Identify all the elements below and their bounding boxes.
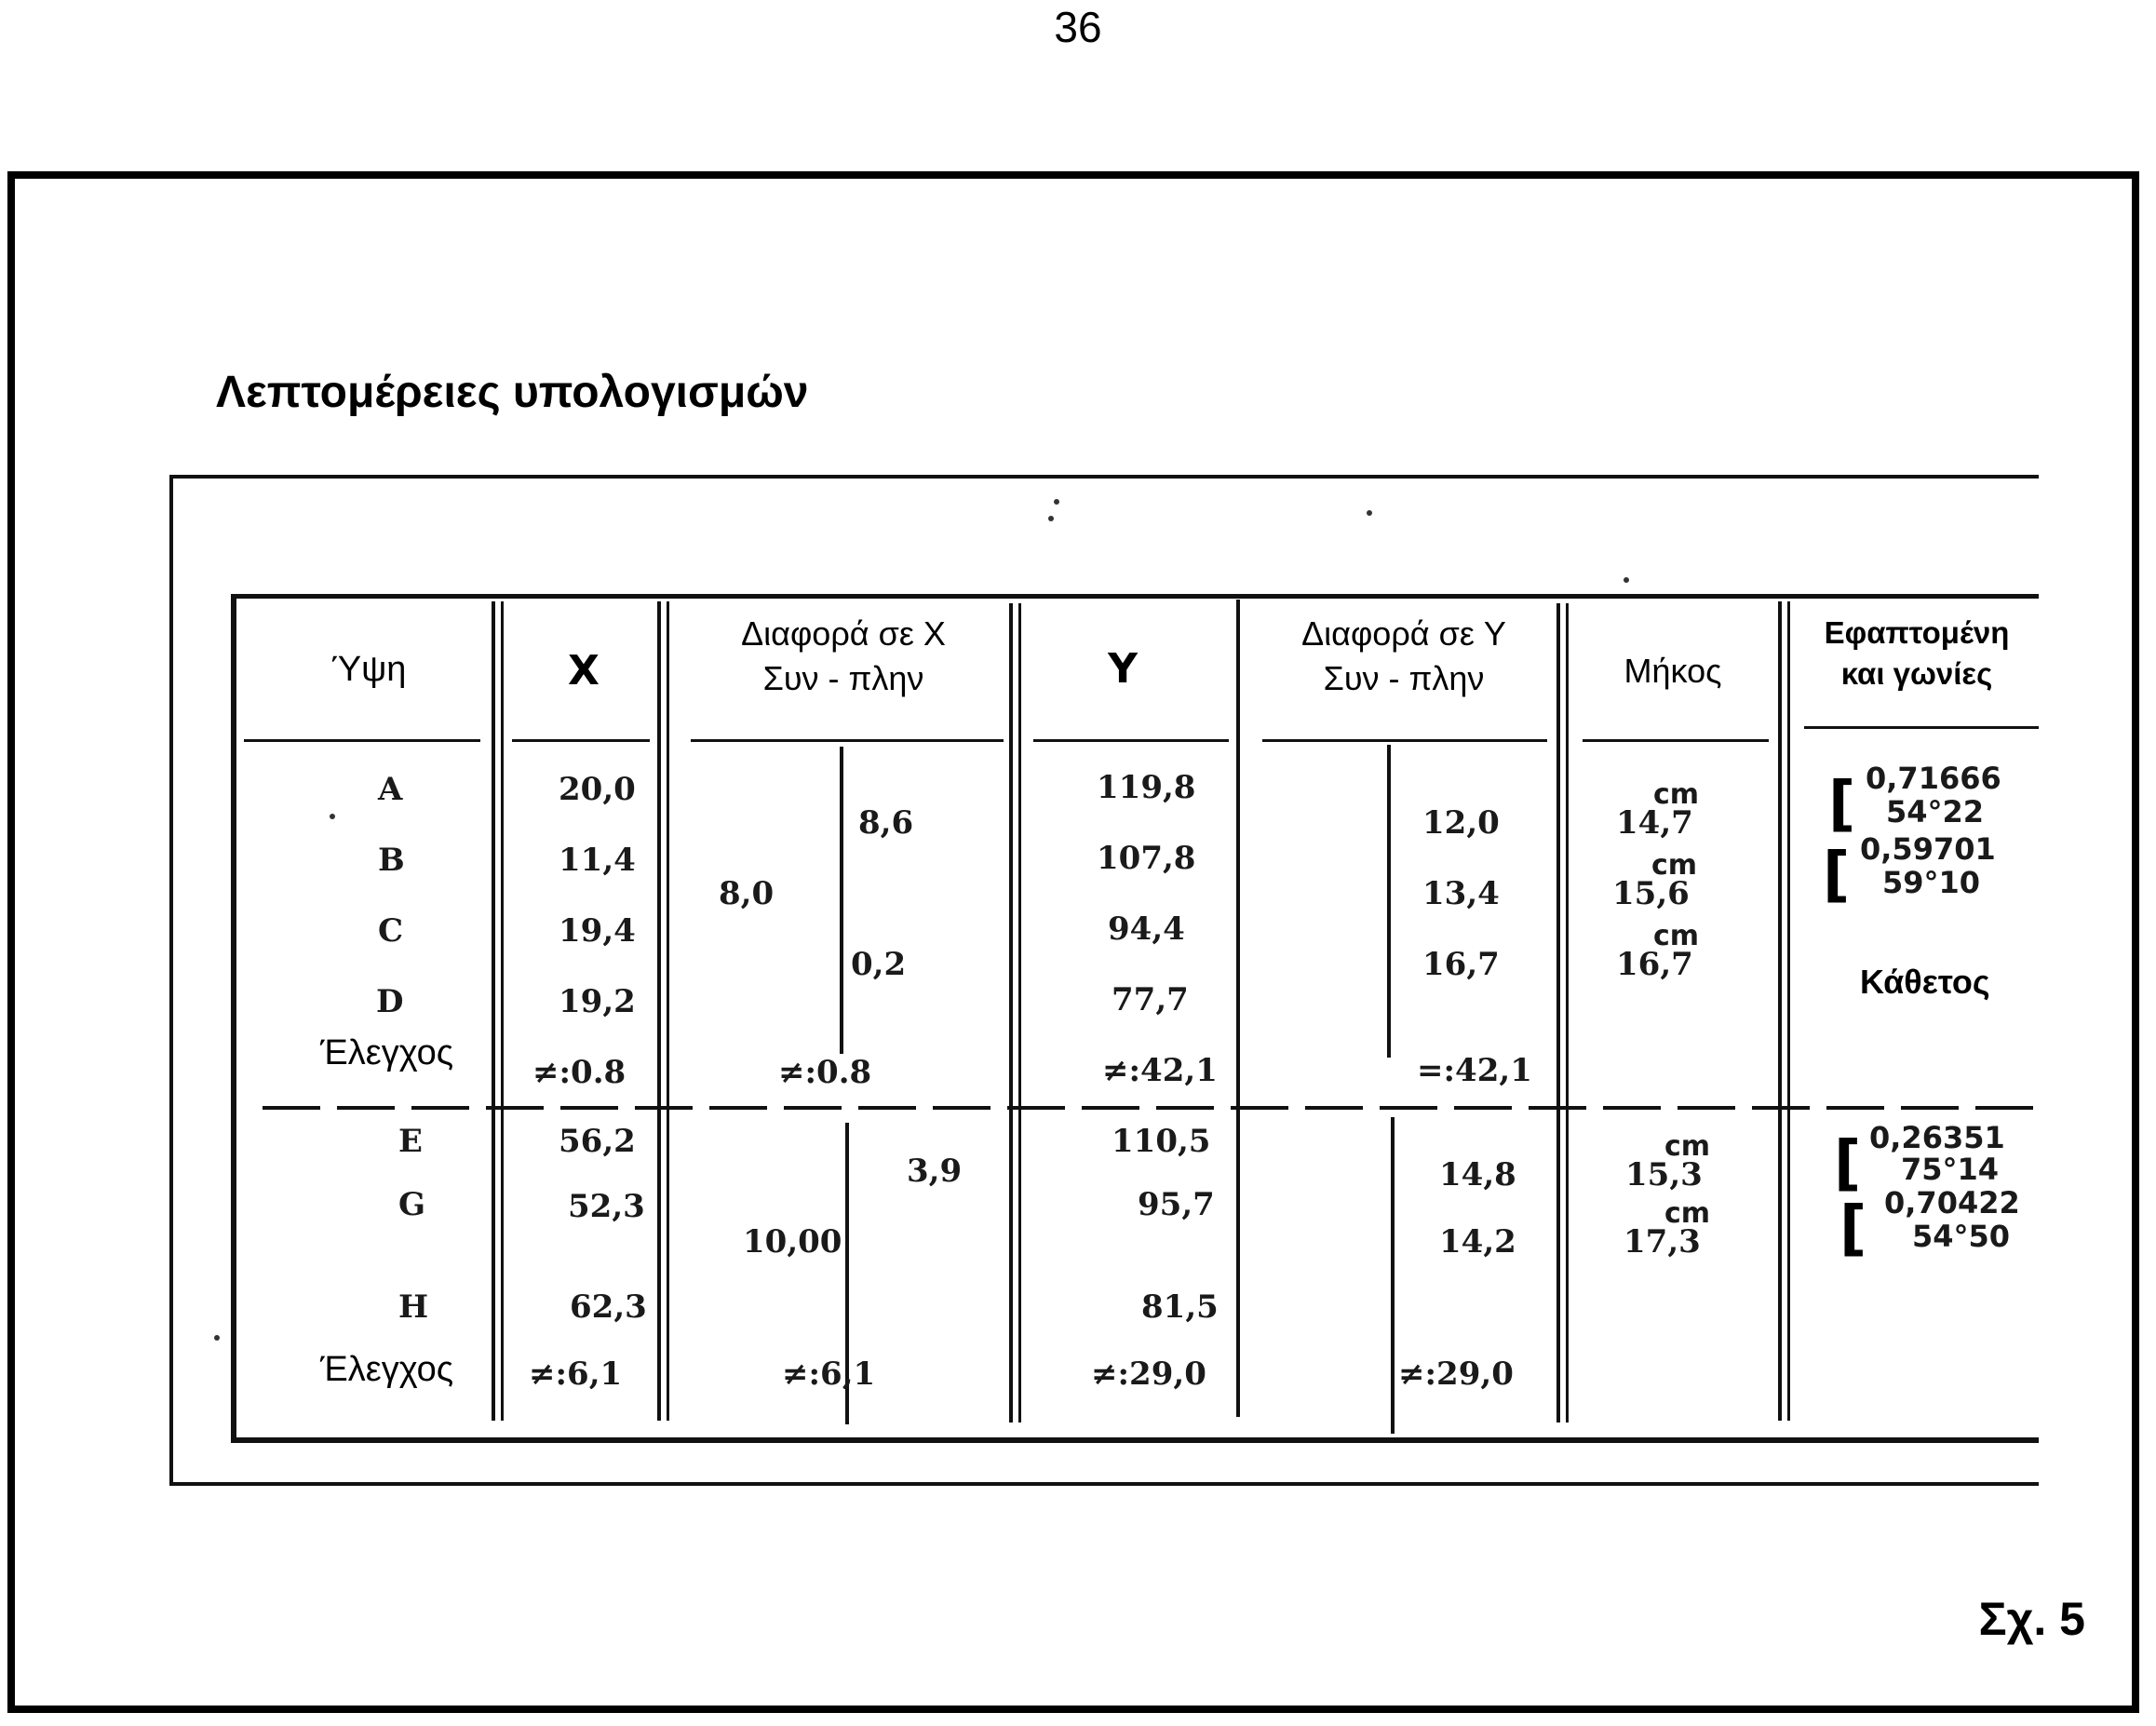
header-underline-2 (512, 739, 650, 742)
tangent-angle: 59°10 (1882, 865, 1981, 900)
header-length: Μήκος (1624, 652, 1722, 690)
length-unit: cm (1653, 778, 1700, 811)
y-value: 95,7 (1138, 1186, 1215, 1223)
x-value: 20,0 (559, 771, 636, 808)
dx-plus-value: 0,2 (851, 946, 907, 983)
table-bottom-border (231, 1437, 2039, 1443)
scan-speck (1367, 510, 1372, 516)
col-separator-2a (657, 601, 661, 1421)
header-underline-7 (1804, 726, 2039, 729)
point-label: H (398, 1288, 429, 1326)
check-dx-value: ≠:6,1 (782, 1355, 876, 1393)
header-dx-line1: Διαφορά σε X (741, 614, 946, 653)
tangent-angle: 75°14 (1901, 1152, 2000, 1187)
tangent-bracket: [ (1823, 841, 1851, 910)
dy-minus-value: 14,8 (1439, 1156, 1516, 1193)
y-value: 77,7 (1112, 981, 1189, 1018)
header-dy-line2: Συν - πλην (1323, 659, 1485, 697)
length-unit: cm (1653, 920, 1700, 952)
length-value: 14,7 (1616, 804, 1693, 842)
length-unit: cm (1651, 849, 1698, 882)
point-label: E (398, 1123, 423, 1160)
header-underline-5 (1262, 739, 1547, 742)
col-separator-1a (492, 601, 495, 1421)
scanned-calculation-table (164, 475, 2039, 1490)
col-separator-3a (1009, 603, 1013, 1423)
x-value: 56,2 (559, 1123, 636, 1160)
length-value: 17,3 (1624, 1223, 1701, 1261)
tangent-value: 0,71666 (1866, 761, 2001, 796)
tangent-value: 0,26351 (1869, 1120, 2005, 1155)
check-dy-value: =:42,1 (1417, 1052, 1532, 1089)
header-dy-line1: Διαφορά σε Y (1301, 614, 1506, 653)
col-separator-1b (501, 601, 504, 1421)
point-label: B (378, 842, 405, 879)
col-separator-3b (1018, 603, 1021, 1423)
page-number: 36 (1054, 3, 1102, 51)
y-value: 94,4 (1108, 910, 1185, 948)
length-unit: cm (1664, 1130, 1711, 1163)
dx-split-1 (840, 747, 843, 1054)
y-value: 110,5 (1112, 1123, 1211, 1160)
header-y: Y (1108, 645, 1138, 693)
table-left-border (231, 594, 236, 1441)
x-value: 19,2 (559, 983, 636, 1020)
length-value: 15,3 (1625, 1156, 1703, 1193)
col-separator-6b (1787, 601, 1790, 1421)
header-underline-3 (691, 739, 1004, 742)
dx-plus-value: 8,6 (858, 804, 914, 842)
header-dx-line2: Συν - πλην (762, 659, 924, 697)
x-value: 62,3 (570, 1288, 647, 1326)
perpendicular-note: Κάθετος (1860, 963, 1990, 1001)
x-value: 11,4 (559, 842, 636, 879)
y-value: 119,8 (1097, 769, 1196, 806)
scan-speck (1054, 499, 1059, 505)
length-value: 16,7 (1616, 946, 1693, 983)
scan-bottom-border (169, 1482, 2039, 1486)
check-label: Έλεγχος (320, 1033, 454, 1072)
dx-plus-value: 3,9 (907, 1153, 963, 1190)
length-unit: cm (1664, 1197, 1711, 1230)
check-x-value: ≠:6,1 (529, 1355, 623, 1393)
col-separator-2b (667, 601, 669, 1421)
dy-split-1 (1387, 745, 1391, 1058)
header-tangent-line2: και γωνίες (1840, 656, 1993, 691)
tangent-angle: 54°50 (1912, 1219, 2011, 1254)
length-value: 15,6 (1612, 875, 1690, 912)
figure-label: Σχ. 5 (1978, 1593, 2085, 1645)
table-top-border (231, 594, 2039, 599)
check-dx-value: ≠:0.8 (778, 1054, 872, 1091)
dy-split-2 (1391, 1117, 1395, 1434)
header-underline-4 (1033, 739, 1229, 742)
point-label: D (376, 983, 404, 1020)
tangent-bracket: [ (1834, 1129, 1862, 1198)
col-separator-5b (1566, 603, 1569, 1423)
scan-speck (214, 1335, 220, 1341)
x-value: 52,3 (568, 1188, 645, 1225)
scan-left-border (169, 475, 173, 1486)
tangent-value: 0,59701 (1860, 831, 1996, 867)
col-separator-5a (1556, 603, 1560, 1423)
scan-speck (330, 814, 335, 819)
header-x: X (568, 647, 600, 694)
dy-minus-value: 14,2 (1439, 1223, 1516, 1261)
group-separator-dashed (263, 1106, 2039, 1110)
x-value: 19,4 (559, 912, 636, 950)
dy-minus-value: 12,0 (1422, 804, 1500, 842)
scan-top-border (169, 475, 2039, 479)
check-y-value: ≠:42,1 (1102, 1052, 1218, 1089)
dx-minus-value: 8,0 (719, 875, 775, 912)
header-tangent-line1: Εφαπτομένη (1824, 615, 2010, 650)
scan-speck (1624, 577, 1629, 583)
y-value: 81,5 (1141, 1288, 1219, 1326)
header-elevation: Ύψη (330, 650, 407, 689)
y-value: 107,8 (1097, 840, 1196, 877)
point-label: G (398, 1186, 426, 1223)
point-label: C (378, 912, 404, 950)
dx-minus-value: 10,00 (743, 1223, 842, 1261)
scan-speck (1048, 516, 1054, 521)
check-y-value: ≠:29,0 (1091, 1355, 1206, 1393)
tangent-angle: 54°22 (1886, 794, 1985, 829)
dy-minus-value: 16,7 (1422, 946, 1500, 983)
dy-minus-value: 13,4 (1422, 875, 1500, 912)
check-x-value: ≠:0.8 (532, 1054, 627, 1091)
check-label: Έλεγχος (320, 1350, 454, 1389)
check-dy-value: ≠:29,0 (1398, 1355, 1514, 1393)
tangent-bracket: [ (1839, 1194, 1867, 1263)
tangent-value: 0,70422 (1884, 1185, 2020, 1220)
point-label: A (378, 771, 403, 808)
section-heading: Λεπτομέρειες υπολογισμών (216, 368, 809, 417)
col-separator-6a (1778, 601, 1782, 1421)
header-underline-6 (1583, 739, 1769, 742)
col-separator-4a (1236, 600, 1240, 1417)
header-underline-1 (244, 739, 480, 742)
tangent-bracket: [ (1828, 770, 1856, 839)
